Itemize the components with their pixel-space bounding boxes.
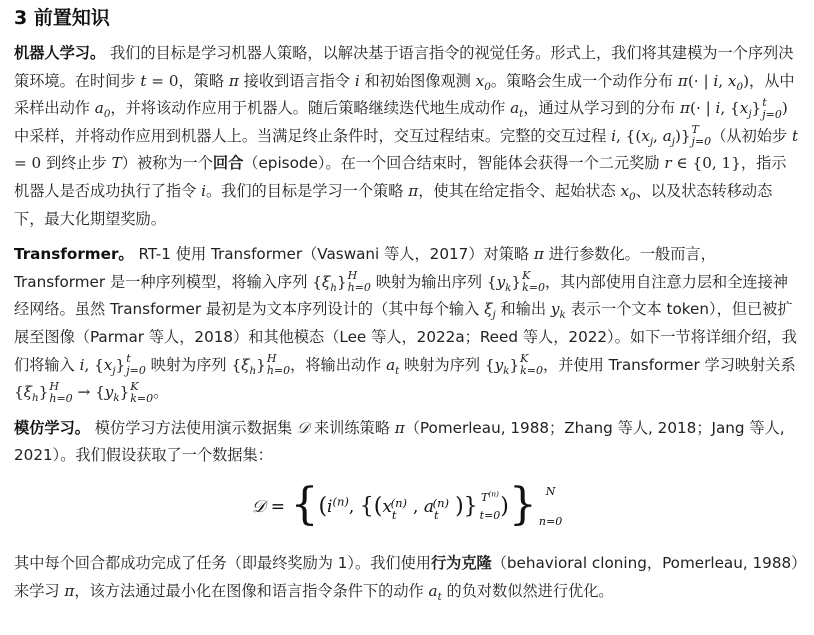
math-inline: }	[509, 355, 520, 374]
math-inline: i	[79, 355, 85, 374]
math-inline: $y_k$	[104, 383, 120, 405]
math-inline: $\xi_j$	[484, 300, 496, 322]
math-inline: {	[231, 355, 242, 374]
math-inline: K k=0	[522, 269, 545, 295]
math-inline: $a_j$	[662, 126, 675, 148]
math-inline: $\xi_h$	[23, 383, 39, 405]
paragraph-text: ，并使用 Transformer 学习映射关系	[543, 355, 796, 374]
math-inline: i	[354, 71, 360, 90]
math-inline: t	[140, 71, 147, 90]
math-inline: $y_k$	[496, 272, 512, 294]
paragraph-text: 来训练策略	[309, 418, 395, 437]
paragraph-transformer	[14, 241, 800, 407]
math-inline: t	[791, 126, 799, 145]
paragraph-text: ，通过从学习到的分布	[523, 99, 681, 118]
paragraph-robot-learning	[14, 40, 800, 233]
math-inline: → {	[72, 383, 105, 402]
bold-term: 行为克隆	[430, 553, 492, 572]
math-inline: ∈ {0, 1}	[676, 154, 741, 173]
math-inline: )	[743, 71, 750, 90]
paragraph-text: ，其内部使用自注意力层和全连接神经网络。虽然 Transformer 最初是为文本序列设计的（其中每个输入	[14, 272, 788, 319]
bold-term: 回合	[212, 154, 244, 173]
math-inline: }	[511, 272, 522, 291]
math-inline: π	[680, 99, 691, 118]
dataset-equation: 𝒟 = { ( $i^{(n)}$ , {( $x_t$ $^{(n)}$ , $a_t$ $^{(n)}$ )} $T^{(n)}$ t=0 ) } N n=0	[251, 478, 563, 530]
math-inline: π	[394, 418, 405, 437]
math-inline: r	[664, 154, 672, 173]
paragraph-text: 表示一个文本 token），但已被扩展至图像（Parmar 等人，2018）和其他模态（Lee 等人，2022a；Reed 等人，2022）。如下一节将详细介绍，我们将输入	[14, 300, 797, 374]
paragraph-text: 。我们的目标是学习一个策略	[205, 181, 409, 200]
paragraph-text: ，并将该动作应用于机器人。随后策略继续迭代地生成动作	[110, 99, 511, 118]
math-inline: )	[781, 99, 788, 118]
paragraph-text: 到终止步	[41, 154, 112, 173]
paragraph-text: 。	[153, 383, 169, 402]
paragraph-text: 映射为序列	[399, 355, 485, 374]
paragraph-text: ，从中采样出动作	[14, 71, 795, 118]
math-inline: }	[115, 355, 126, 374]
paragraph-behavioral-cloning	[14, 550, 800, 605]
math-inline: $\xi_h$	[321, 272, 337, 294]
math-inline: {	[14, 383, 24, 402]
math-inline: }	[751, 99, 762, 118]
math-inline: T j=0	[691, 123, 712, 149]
paragraph-text: （episode）。在一个回合结束时，智能体会获得一个二元奖励	[243, 154, 665, 173]
math-inline: , {	[720, 99, 740, 118]
paragraph-text: （Pomerleau, 1988；Zhang 等人, 2018；Jang 等人, 2021）。我们假设获取了一个数据集：	[14, 418, 785, 465]
math-inline: $x_0$	[475, 71, 491, 93]
math-inline: t j=0	[762, 95, 782, 121]
paragraph-text: 映射为输出序列	[370, 272, 487, 291]
math-inline: (· |	[690, 99, 716, 118]
math-inline: $y_k$	[494, 355, 510, 377]
paragraph-text: 模仿学习方法使用演示数据集	[89, 418, 298, 437]
paragraph-text: ，使其在给定指令、起始状态	[418, 181, 621, 200]
paragraph-text: （从初始步	[711, 126, 792, 145]
math-inline: }	[38, 383, 49, 402]
math-inline: i	[201, 181, 206, 200]
math-inline: (· |	[687, 71, 714, 90]
paragraph-text: 和输出	[495, 300, 551, 319]
math-inline: $y_k$	[550, 300, 566, 322]
paragraph-lead: 机器人学习。	[14, 44, 106, 62]
paragraph-text: 映射为序列	[145, 355, 232, 374]
paragraph-text: ，指示机器人是否成功执行了指令	[14, 154, 787, 200]
math-inline: π	[64, 581, 75, 600]
math-inline: $a_t$	[386, 355, 400, 377]
paragraph-text: 的负对数似然进行优化。	[441, 581, 614, 600]
math-inline: π	[408, 181, 419, 200]
math-inline: i	[713, 71, 719, 90]
math-inline: H h=0	[347, 269, 371, 295]
math-inline: , {	[84, 355, 104, 374]
math-inline: {	[312, 272, 322, 291]
math-inline: T	[111, 154, 122, 173]
paragraph-lead: 模仿学习。	[14, 418, 90, 437]
math-inline: i	[715, 99, 721, 118]
section-title: 3 前置知识	[14, 7, 110, 29]
math-inline: H h=0	[266, 352, 291, 378]
math-inline: π	[677, 71, 688, 90]
math-inline: ,	[718, 71, 728, 90]
math-inline: $a_0$	[94, 99, 111, 121]
math-inline: }	[119, 383, 130, 402]
math-inline: $x_j$	[103, 355, 116, 377]
math-inline: $x_j$	[739, 99, 752, 121]
paragraph-text: 中采样，并将动作应用到机器人上。当满足终止条件时，交互过程结束。完整的交互过程	[14, 126, 612, 145]
math-inline: {	[484, 355, 495, 374]
paragraph-text: RT-1 使用 Transformer（Vaswani 等人，2017）对策略	[133, 245, 534, 264]
paragraph-lead: Transformer。	[14, 245, 134, 264]
math-inline: 𝒟	[297, 418, 310, 437]
math-inline: }	[256, 355, 266, 374]
paragraph-imitation-learning	[14, 415, 800, 470]
math-inline: $x_j$	[641, 126, 654, 148]
math-inline: , {(	[616, 126, 642, 145]
math-inline: i	[611, 126, 616, 145]
math-inline: $a_t$	[510, 99, 524, 121]
math-inline: $x_0$	[727, 71, 744, 93]
paragraph-text: 和初始图像观测	[359, 71, 476, 90]
paragraph-text: 接收到语言指令	[238, 71, 355, 90]
paragraph-text: ）被称为一个	[121, 154, 213, 173]
math-inline: = 0	[151, 71, 179, 90]
math-inline: }	[336, 272, 347, 291]
math-inline: $\xi_h$	[241, 355, 257, 377]
paragraph-text: ，该方法通过最小化在图像和语言指令条件下的动作	[74, 581, 429, 600]
math-inline: = 0	[14, 154, 42, 173]
math-inline: ,	[653, 126, 663, 145]
paragraph-text: （behavioral cloning，Pomerleau, 1988）来学习	[14, 553, 799, 600]
paragraph-text: ，将输出动作	[290, 355, 387, 374]
paragraph-text: 进行参数化。一般而言，Transformer 是一种序列模型，将输入序列	[14, 245, 716, 291]
math-inline: π	[533, 245, 544, 264]
math-inline: H h=0	[49, 379, 73, 405]
paragraph-text: ，策略	[178, 71, 229, 90]
math-inline: $a_t$	[428, 581, 442, 603]
math-inline: )}	[674, 126, 691, 145]
math-inline: {	[486, 272, 497, 291]
math-inline: π	[228, 71, 239, 90]
math-inline: t j=0	[126, 352, 146, 378]
paragraph-text: 、以及状态转移动态下，最大化期望奖励。	[14, 181, 773, 228]
paragraph-text: 。策略会生成一个动作分布	[490, 71, 678, 90]
math-inline: K k=0	[520, 352, 543, 378]
math-inline: K k=0	[130, 379, 154, 405]
math-inline: $x_0$	[620, 181, 636, 203]
paragraph-text: 其中每个回合都成功完成了任务（即最终奖励为 1）。我们使用	[14, 553, 431, 572]
paragraph-text: 我们的目标是学习机器人策略，以解决基于语言指令的视觉任务。形式上，我们将其建模为一个序列决策环境。在时间步	[14, 44, 794, 90]
